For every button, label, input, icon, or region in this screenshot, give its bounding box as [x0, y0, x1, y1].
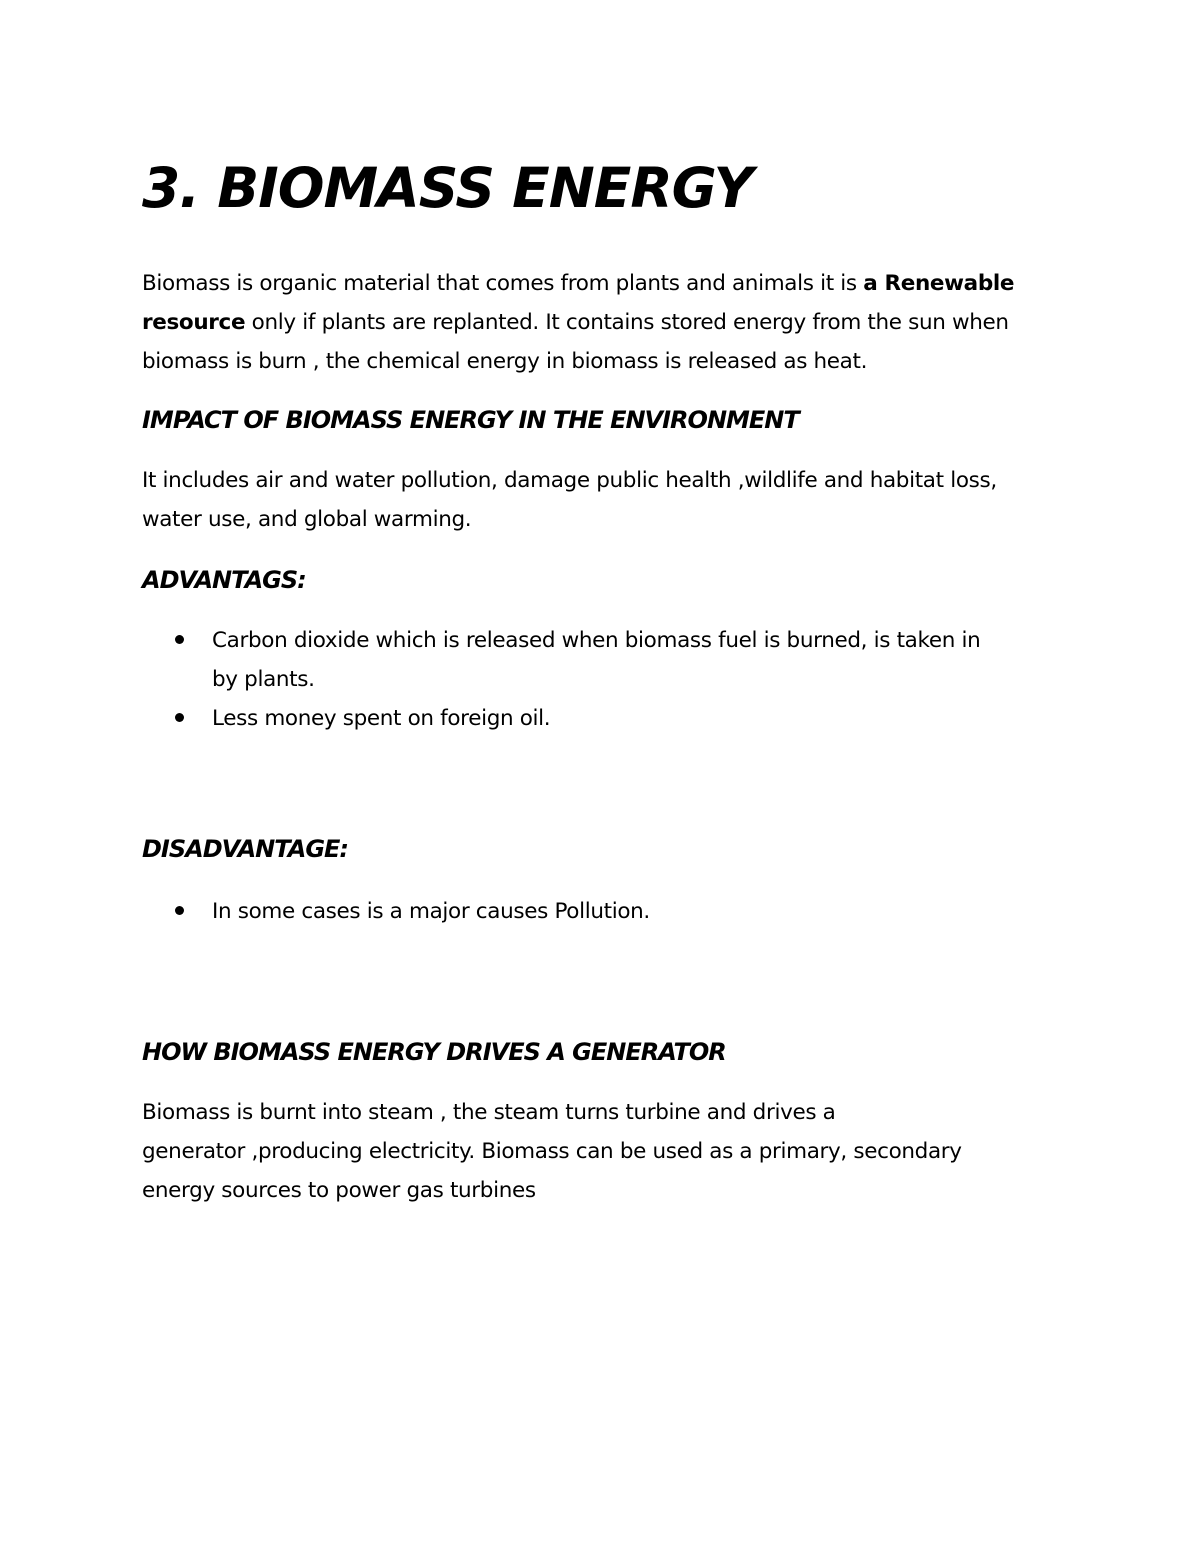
generator-line-2: generator ,producing electricity. Biomass can be used as a primary, secondary — [142, 1139, 962, 1164]
generator-paragraph — [142, 1093, 1072, 1210]
intro-bold-resource: resource — [142, 310, 246, 335]
document-body — [142, 150, 1072, 1210]
impact-line-1: It includes air and water pollution, damage public health ,wildlife and habitat loss, — [142, 468, 997, 493]
bullet-icon — [175, 635, 184, 644]
generator-line-1: Biomass is burnt into steam , the steam turns turbine and drives a — [142, 1100, 836, 1125]
impact-line-2: water use, and global warming. — [142, 507, 472, 532]
generator-heading: HOW BIOMASS ENERGY DRIVES A GENERATOR — [142, 1038, 726, 1066]
disadvantages-heading: DISADVANTAGE: — [142, 835, 349, 863]
disadvantages-list — [142, 892, 1072, 931]
list-item — [142, 621, 1072, 699]
advantages-heading: ADVANTAGS: — [142, 566, 306, 594]
impact-heading: IMPACT OF BIOMASS ENERGY IN THE ENVIRONMENT — [142, 406, 799, 434]
advantages-list — [142, 621, 1072, 738]
bullet-icon — [175, 713, 184, 722]
intro-paragraph — [142, 264, 1072, 381]
intro-text-line3: biomass is burn , the chemical energy in biomass is released as heat. — [142, 349, 868, 374]
intro-bold-renewable: a Renewable — [863, 271, 1015, 296]
page-title: 3. BIOMASS ENERGY — [142, 156, 753, 220]
advantage-1-line-2: by plants. — [212, 667, 315, 692]
bullet-icon — [175, 906, 184, 915]
intro-text-part2: only if plants are replanted. It contains stored energy from the sun when — [245, 310, 1009, 335]
advantage-2-line-1: Less money spent on foreign oil. — [212, 706, 551, 731]
disadvantage-1-line-1: In some cases is a major causes Pollution. — [212, 899, 650, 924]
advantage-1-line-1: Carbon dioxide which is released when biomass fuel is burned, is taken in — [212, 628, 981, 653]
list-item — [142, 892, 1072, 931]
list-item — [142, 699, 1072, 738]
impact-paragraph — [142, 461, 1072, 539]
intro-text-part1: Biomass is organic material that comes from plants and animals it is — [142, 271, 864, 296]
generator-line-3: energy sources to power gas turbines — [142, 1178, 536, 1203]
